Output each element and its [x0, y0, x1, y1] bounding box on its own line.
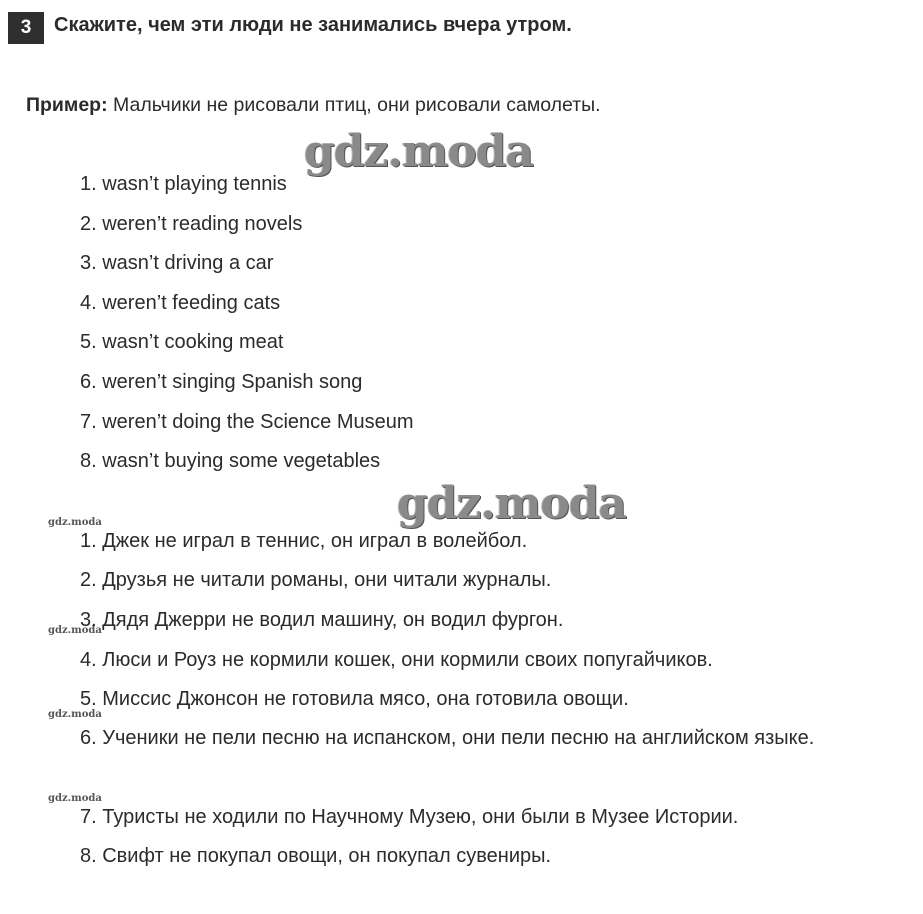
list-item: 8. wasn’t buying some vegetables — [80, 450, 381, 472]
list-item: 8. Свифт не покупал овощи, он покупал сувениры. — [80, 845, 552, 867]
task-title: Скажите, чем эти люди не занимались вчера утром. — [54, 14, 572, 36]
list-item: 3. Дядя Джерри не водил машину, он водил фургон. — [80, 609, 564, 631]
watermark-small: gdz.moda — [48, 517, 102, 528]
list-item: 4. Люси и Роуз не кормили кошек, они кормили своих попугайчиков. — [80, 649, 713, 671]
list-item-text: 6. Ученики не пели песню на испанском, они пели песню на английском языке. — [80, 727, 815, 749]
watermark-logo: gdz.moda — [397, 478, 627, 529]
list-item: 3. wasn’t driving a car — [80, 252, 274, 274]
list-item: 5. wasn’t cooking meat — [80, 331, 284, 353]
example-line — [26, 94, 601, 117]
list-item: 2. Друзья не читали романы, они читали журналы. — [80, 569, 552, 591]
task-number-badge: 3 — [8, 12, 44, 44]
watermark-logo: gdz.moda — [304, 126, 534, 177]
list-item — [80, 720, 920, 757]
list-item: 7. Туристы не ходили по Научному Музею, они были в Музее Истории. — [80, 806, 739, 828]
list-item: 5. Миссис Джонсон не готовила мясо, она готовила овощи. — [80, 688, 629, 710]
list-item: 2. weren’t reading novels — [80, 213, 303, 235]
list-item: 4. weren’t feeding cats — [80, 292, 281, 314]
example-label: Пример: — [26, 94, 108, 116]
list-item: 7. weren’t doing the Science Museum — [80, 411, 414, 433]
watermark-small: gdz.moda — [48, 709, 102, 720]
list-item: 6. weren’t singing Spanish song — [80, 371, 363, 393]
watermark-small: gdz.moda — [48, 625, 102, 636]
watermark-small: gdz.moda — [48, 793, 102, 804]
list-item: 1. wasn’t playing tennis — [80, 173, 287, 195]
list-item: 1. Джек не играл в теннис, он играл в волейбол. — [80, 530, 528, 552]
example-text: Мальчики не рисовали птиц, они рисовали самолеты. — [113, 94, 601, 116]
